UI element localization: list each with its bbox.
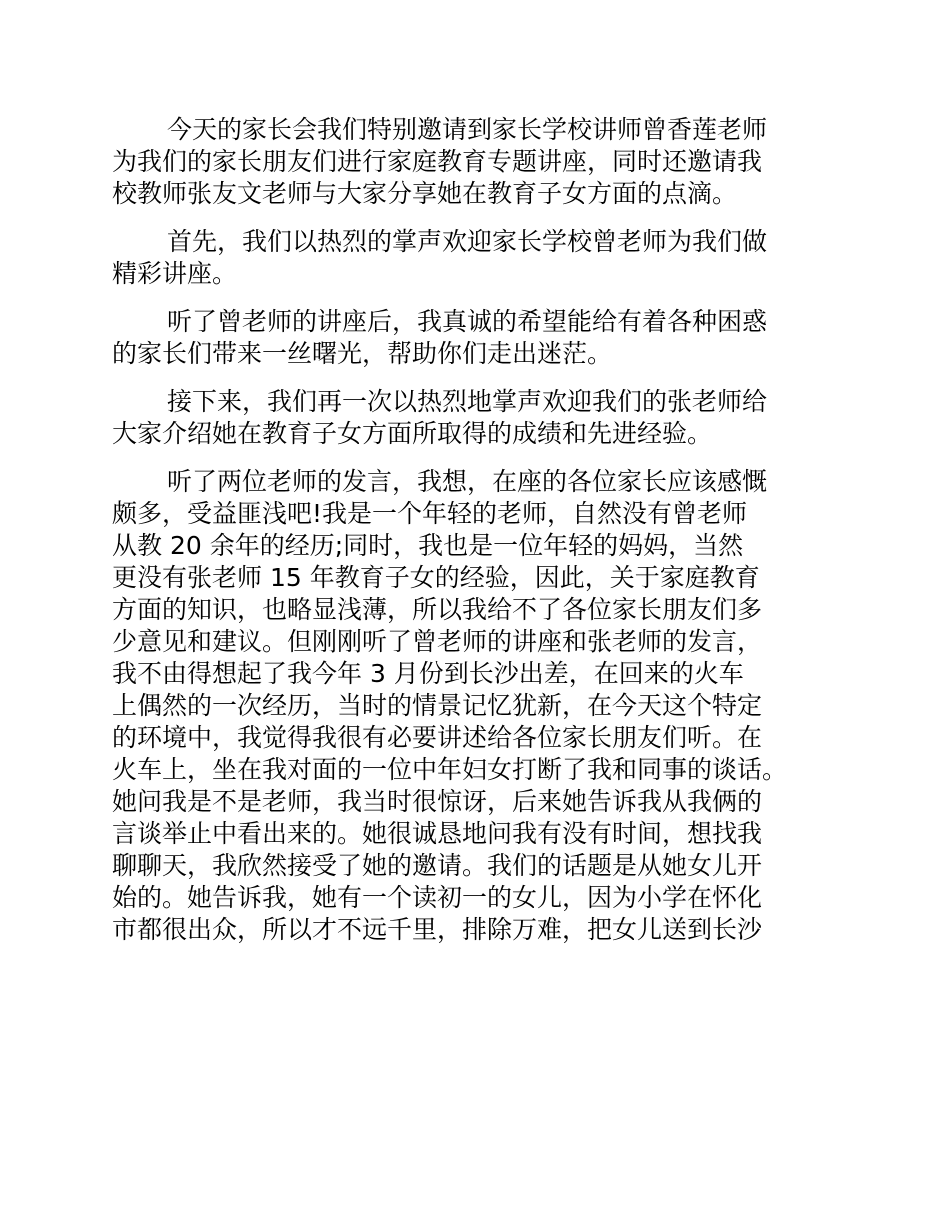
text-line: 方面的知识，也略显浅薄，所以我给不了各位家长朋友们多: [112, 595, 763, 624]
text-line: 为我们的家长朋友们进行家庭教育专题讲座，同时还邀请我: [112, 147, 763, 176]
paragraph-3: [112, 306, 852, 370]
text-line: 我不由得想起了我今年 3 月份到长沙出差，在回来的火车: [112, 659, 744, 688]
text-line: 始的。她告诉我，她有一个读初一的女儿，因为小学在怀化: [112, 883, 763, 912]
document-body: [112, 114, 852, 962]
text-line: 少意见和建议。但刚刚听了曾老师的讲座和张老师的发言，: [112, 627, 763, 656]
text-line: 首先，我们以热烈的掌声欢迎家长学校曾老师为我们做: [167, 227, 768, 256]
paragraph-4: [112, 386, 852, 450]
text-line: 精彩讲座。: [112, 259, 238, 288]
text-line: 更没有张老师 15 年教育子女的经验，因此，关于家庭教育: [112, 563, 760, 592]
text-line: 听了曾老师的讲座后，我真诚的希望能给有着各种困惑: [167, 307, 768, 336]
text-line: 校教师张友文老师与大家分享她在教育子女方面的点滴。: [112, 179, 738, 208]
paragraph-5: [112, 466, 852, 946]
text-line: 的环境中，我觉得我很有必要讲述给各位家长朋友们听。在: [112, 723, 763, 752]
paragraph-2: [112, 226, 852, 290]
text-line: 上偶然的一次经历，当时的情景记忆犹新，在今天这个特定: [112, 691, 763, 720]
text-line: 从教 20 余年的经历;同时，我也是一位年轻的妈妈，当然: [112, 531, 744, 560]
text-line: 听了两位老师的发言，我想，在座的各位家长应该感慨: [167, 467, 768, 496]
text-line: 聊聊天，我欣然接受了她的邀请。我们的话题是从她女儿开: [112, 851, 763, 880]
text-line: 颇多，受益匪浅吧!我是一个年轻的老师，自然没有曾老师: [112, 499, 748, 528]
paragraph-1: [112, 114, 852, 210]
text-line: 接下来，我们再一次以热烈地掌声欢迎我们的张老师给: [167, 387, 768, 416]
text-line: 火车上，坐在我对面的一位中年妇女打断了我和同事的谈话。: [112, 755, 788, 784]
text-line: 她问我是不是老师，我当时很惊讶，后来她告诉我从我俩的: [112, 787, 763, 816]
text-line: 今天的家长会我们特别邀请到家长学校讲师曾香莲老师: [167, 115, 768, 144]
text-line: 言谈举止中看出来的。她很诚恳地问我有没有时间，想找我: [112, 819, 763, 848]
text-line: 市都很出众，所以才不远千里，排除万难，把女儿送到长沙: [112, 915, 763, 944]
text-line: 大家介绍她在教育子女方面所取得的成绩和先进经验。: [112, 419, 713, 448]
text-line: 的家长们带来一丝曙光，帮助你们走出迷茫。: [112, 339, 613, 368]
